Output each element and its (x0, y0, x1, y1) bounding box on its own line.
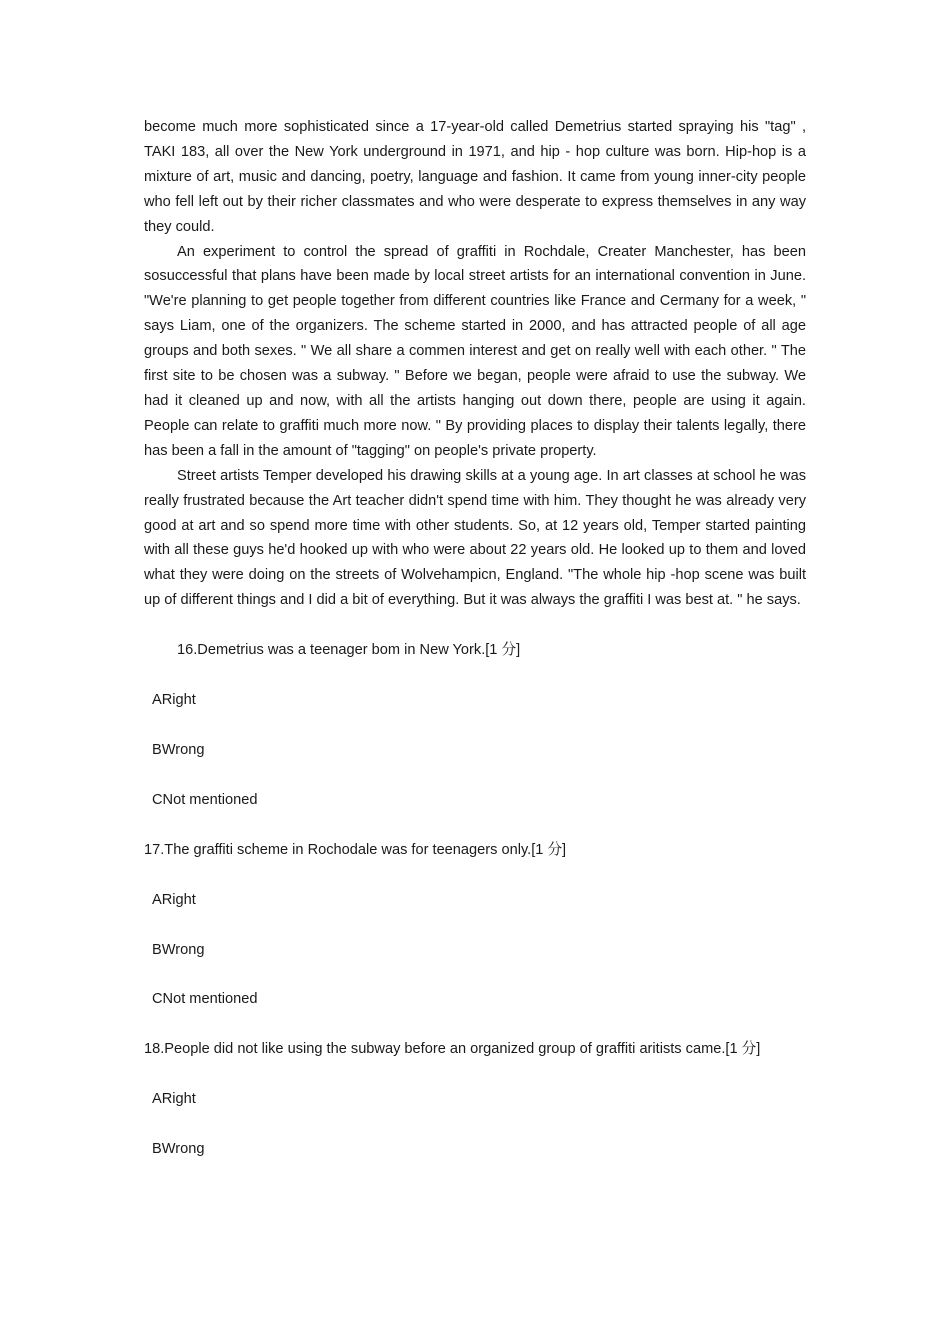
question-17-option-c[interactable]: CNot mentioned (152, 991, 258, 1008)
question-16-option-a[interactable]: ARight (152, 692, 196, 709)
passage-paragraph-2: An experiment to control the spread of graffiti in Rochdale, Creater Manchester, has been sosuccessful that plans have been made by local street artists for an international convention in June. "We're planning to get people together from different countries like France and Cermany for a week, " says Liam, one of the organizers. The scheme started in 2000, and has attracted people of all age groups and both sexes. " We all share a commen interest and get on really well with each other. " The first site to be chosen was a subway. " Before we began, people were afraid to use the subway. We had it cleaned up and now, with all the artists hanging out down there, people are using it again. People can relate to graffiti much more now. " By providing places to display their talents legally, there has been a fall in the amount of "tagging" on people's private property. (144, 243, 806, 459)
question-17-option-b[interactable]: BWrong (152, 941, 205, 958)
document-page (144, 115, 806, 1162)
question-17 (144, 838, 806, 1013)
question-18-option-a[interactable]: ARight (152, 1091, 196, 1108)
question-16 (144, 638, 806, 813)
question-18-text: 18.People did not like using the subway before an organized group of graffiti aritists came.[1 分] (144, 1041, 761, 1058)
question-16-text: 16.Demetrius was a teenager bom in New York.[1 分] (177, 642, 521, 659)
question-18 (144, 1037, 806, 1162)
question-17-text: 17.The graffiti scheme in Rochodale was for teenagers only.[1 分] (144, 841, 567, 858)
question-18-option-b[interactable]: BWrong (152, 1141, 205, 1158)
question-16-option-b[interactable]: BWrong (152, 741, 205, 758)
question-16-option-c[interactable]: CNot mentioned (152, 791, 258, 808)
passage-paragraph-3: Street artists Temper developed his drawing skills at a young age. In art classes at school he was really frustrated because the Art teacher didn't spend time with him. They thought he was already very good at art and so spend more time with other students. So, at 12 years old, Temper started painting with all these guys he'd hooked up with who were about 22 years old. He looked up to them and loved what they were doing on the streets of Wolvehampicn, England. "The whole hip -hop scene was built up of different things and I did a bit of everything. But it was always the graffiti I was best at. " he says. (144, 467, 806, 609)
question-17-option-a[interactable]: ARight (152, 891, 196, 908)
passage-paragraph-1: become much more sophisticated since a 17-year-old called Demetrius started spraying his "tag" , TAKI 183, all over the New York underground in 1971, and hip - hop culture was born. Hip-hop is a mixture of art, music and dancing, poetry, language and fashion. It came from young inner-city people who fell left out by their richer classmates and who were desperate to express themselves in any way they could. (144, 119, 806, 235)
